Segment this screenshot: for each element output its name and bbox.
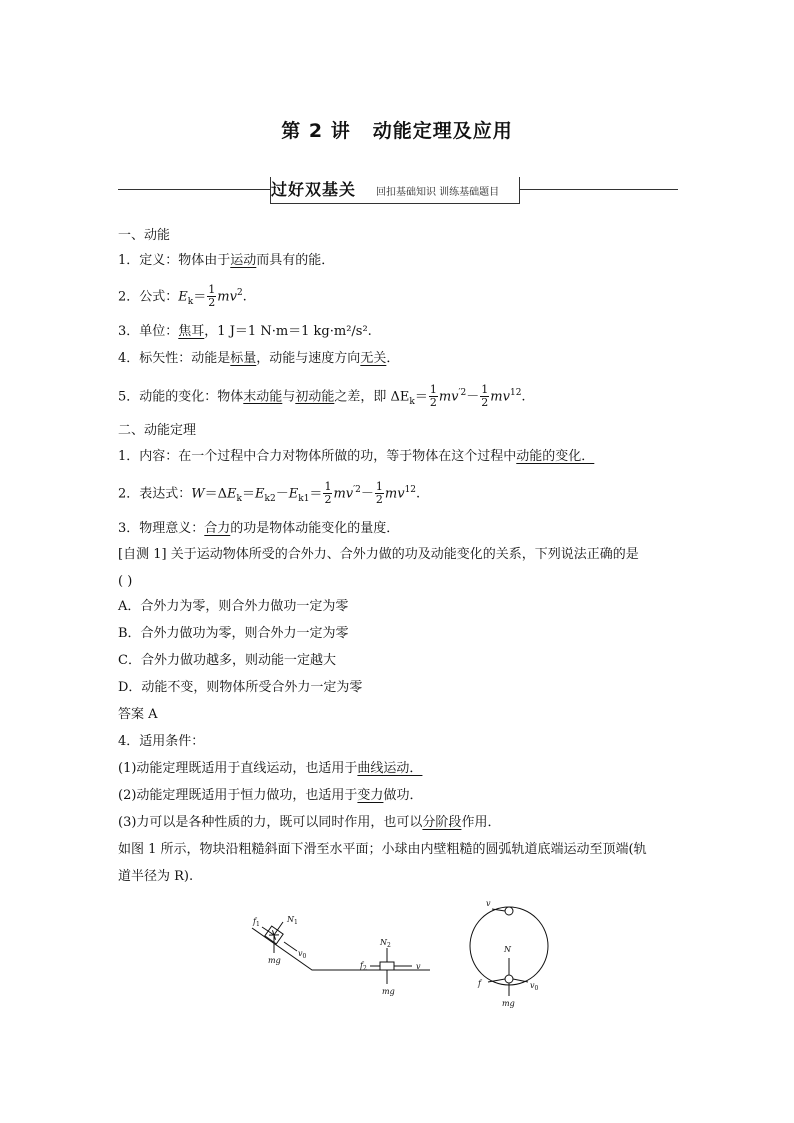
- expression-line: 2．表达式：$W=\Delta E_k=E_{k2}-E_{k1}=$ $\frac{1}{2}$ $mv^{'2}-$ $\frac{1}{2}$ $mv^{12}$.: [118, 480, 421, 507]
- quiz-option-d: D．动能不变，则物体所受合外力一定为零: [118, 680, 363, 695]
- label-vtop: v: [486, 899, 491, 908]
- lecture-number: 第 2 讲: [281, 120, 351, 142]
- banner-subheading: 回扣基础知识 训练基础题目: [376, 187, 500, 198]
- change-line: 5．动能的变化：物体末动能与初动能之差，即 $\Delta E_k=$ $\frac{1}{2}$ $mv^{'2}-$ $\frac{1}{2}$ $mv^{12}$.: [118, 383, 526, 410]
- condition-2: (2)动能定理既适用于恒力做功，也适用于变力做功．: [118, 788, 423, 803]
- quiz-option-b: B．合外力做功为零，则合外力一定为零: [118, 626, 349, 641]
- def-term: 运动: [230, 253, 257, 268]
- label-mg3: mg: [502, 999, 515, 1008]
- quiz-option-c: C．合外力做功越多，则动能一定越大: [118, 653, 336, 668]
- label-f2: $f_2$: [360, 961, 367, 972]
- label-v: v: [416, 962, 421, 971]
- incline-labels: [252, 915, 421, 996]
- velocity-arrow-1: [284, 942, 297, 951]
- ball-top: [505, 907, 513, 915]
- banner-heading: 过好双基关: [271, 180, 357, 199]
- label-v0c: $v_0$: [530, 981, 539, 992]
- condition-3: (3)力可以是各种性质的力，既可以同时作用，也可以分阶段作用．: [118, 815, 501, 830]
- ground-block: [380, 962, 394, 970]
- label-f1: $f_1$: [253, 917, 260, 928]
- def-line: 1．定义：物体由于运动而具有的能．: [118, 253, 335, 268]
- section1-heading: 一、动能: [118, 228, 171, 243]
- figure-description-1: 如图 1 所示，物块沿粗糙斜面下滑至水平面；小球由内壁粗糙的圆弧轨道底端运动至顶端(轨: [118, 842, 647, 857]
- conditions-heading: 4．适用条件：: [118, 734, 205, 749]
- meaning-line: 3．物理意义：合力的功是物体动能变化的量度．: [118, 521, 400, 536]
- label-fc: f: [478, 979, 481, 988]
- unit-line: 3．单位：焦耳，1 J＝1 N·m＝1 kg·m²/s².: [118, 324, 372, 339]
- section2-heading: 二、动能定理: [118, 423, 197, 438]
- scalar-line: 4．标矢性：动能是标量，动能与速度方向无关．: [118, 351, 400, 366]
- quiz-option-a: A．合外力为零，则合外力做功一定为零: [118, 599, 349, 614]
- lecture-topic: 动能定理及应用: [372, 120, 513, 142]
- ball-bottom: [505, 975, 513, 983]
- label-mg2: mg: [382, 987, 395, 996]
- condition-1: (1)动能定理既适用于直线运动，也适用于曲线运动．: [118, 761, 423, 776]
- unit-name: 焦耳: [178, 324, 205, 339]
- quiz-tag: [自测 1]: [118, 547, 167, 562]
- incline-diagram: [252, 922, 430, 984]
- label-N1: $N_1$: [287, 915, 298, 926]
- content-line: 1．内容：在一个过程中合力对物体所做的功，等于物体在这个过程中动能的变化．: [118, 449, 595, 464]
- label-N2: $N_2$: [380, 938, 391, 949]
- label-v0a: $v_0$: [298, 949, 307, 960]
- circle-labels: [477, 899, 539, 1008]
- quiz-question: [自测 1] 关于运动物体所受的合外力、合外力做的功及动能变化的关系，下列说法正确的是: [118, 547, 639, 562]
- figure-description-2: 道半径为 R).: [118, 869, 194, 884]
- formula-line: 2．公式：$E_k=$ $\frac{1}{2}$ $mv^2$.: [118, 283, 247, 310]
- quiz-paren: ( ): [118, 574, 133, 589]
- label-mg1: mg: [268, 956, 281, 965]
- quiz-answer: 答案 A: [118, 707, 158, 722]
- velocity-arrow-bottom: [513, 979, 528, 982]
- label-Nc: N: [504, 945, 511, 954]
